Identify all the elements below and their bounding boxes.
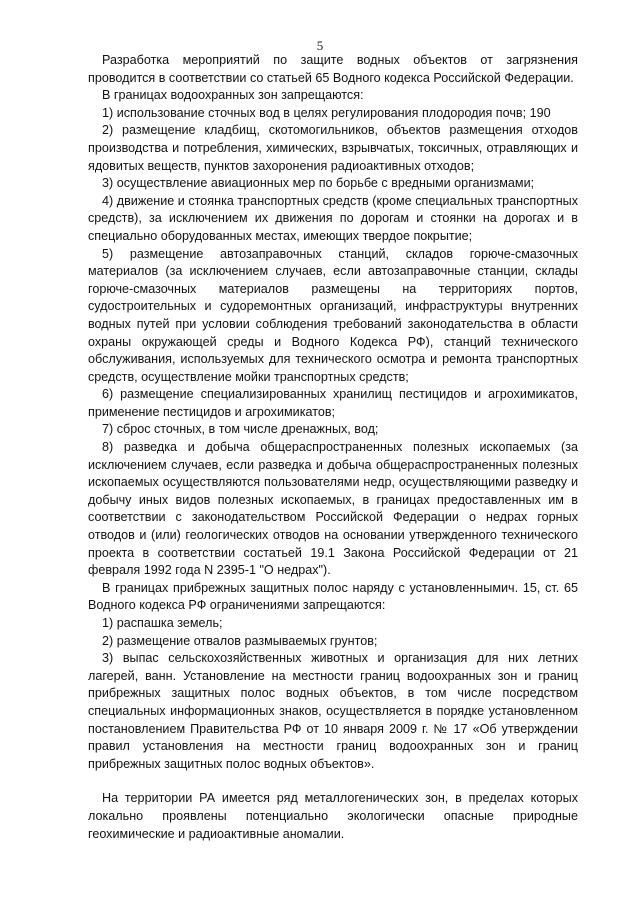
paragraph: 7) сброс сточных, в том числе дренажных, вод; bbox=[102, 422, 379, 437]
paragraph: 6) размещение специализированных хранилищ пестицидов и агрохимикатов, применение пестицидов и агрохимикатов; bbox=[88, 387, 578, 419]
paragraph: 2) размещение отвалов размываемых грунтов; bbox=[102, 633, 378, 648]
paragraph: Разработка мероприятий по защите водных объектов от загрязнения проводится в соответствии со статьей 65 Водного кодекса Российской Федерации. bbox=[88, 53, 578, 85]
paragraph: 4) движение и стоянка транспортных средств (кроме специальных транспортных средств), за исключением их движения по дорогам и стоянки на дорогах и в специально оборудованных местах, имеющих твердое покрытие; bbox=[88, 193, 578, 243]
paragraph: 3) осуществление авиационных мер по борьбе с вредными организмами; bbox=[102, 176, 535, 191]
paragraph: В границах водоохранных зон запрещаются: bbox=[102, 88, 364, 103]
page-number: 5 bbox=[316, 38, 324, 53]
paragraph: В границах прибрежных защитных полос наряду с установленнымич. 15, ст. 65 Водного кодекса РФ ограничениями запрещаются: bbox=[88, 580, 578, 613]
paragraph: На территории РА имеется ряд металлогенических зон, в пределах которых локально проявлены потенциально экологически опасные природные геохимические и радиоактивные аномалии. bbox=[88, 791, 578, 841]
paragraph: 1) использование сточных вод в целях регулирования плодородия почв; 190 bbox=[102, 105, 551, 120]
paragraph: 1) распашка земель; bbox=[102, 616, 223, 630]
paragraph: 2) размещение кладбищ, скотомогильников, объектов размещения отходов производства и потребления, химических, взрывчатых, токсичных, отравляющих и ядовитых веществ, пунктов захоронения радиоактивных отходов; bbox=[88, 123, 578, 173]
paragraph: 8) разведка и добыча общераспространенных полезных ископаемых (за исключением случаев, если разведка и добыча общераспространенных полезных ископаемых осуществляются пользователями недр, осуществляющими разведку и добычу иных видов полезных ископаемых, в границах предоставленных им в соответствии с законодательством Российской Федерации о недрах горных отводов и (или) геологических отводов на основании утвержденного технического проекта в соответствии состатьей 19.1 Закона Российской Федерации от 21 февраля 1992 года N 2395-1 "О недрах"). bbox=[88, 440, 578, 578]
body-text bbox=[88, 52, 578, 843]
paragraph: 5) размещение автозаправочных станций, складов горюче-смазочных материалов (за исключением случаев, если автозаправочные станции, склады горюче-смазочных материалов размещены на территориях портов, судостроительных и судоремонтных организаций, инфраструктуры внутренних водных путей при условии соблюдения требований законодательства в области охраны окружающей среды и Водного Кодекса РФ), станций технического обслуживания, используемых для технического осмотра и ремонта транспортных средств, осуществление мойки транспортных средств; bbox=[88, 246, 578, 384]
paragraph: 3) выпас сельскохозяйственных животных и организация для них летних лагерей, ванн. Установление на местности границ водоохранных зон и границ прибрежных защитных полос водных объектов, в том числе посредством специальных информационных знаков, осуществляется в порядке установленном постановлением Правительства РФ от 10 января 2009 г. № 17 «Об утверждении правил установления на местности границ водоохранных зон и границ прибрежных защитных полос водных объектов». bbox=[88, 651, 578, 771]
